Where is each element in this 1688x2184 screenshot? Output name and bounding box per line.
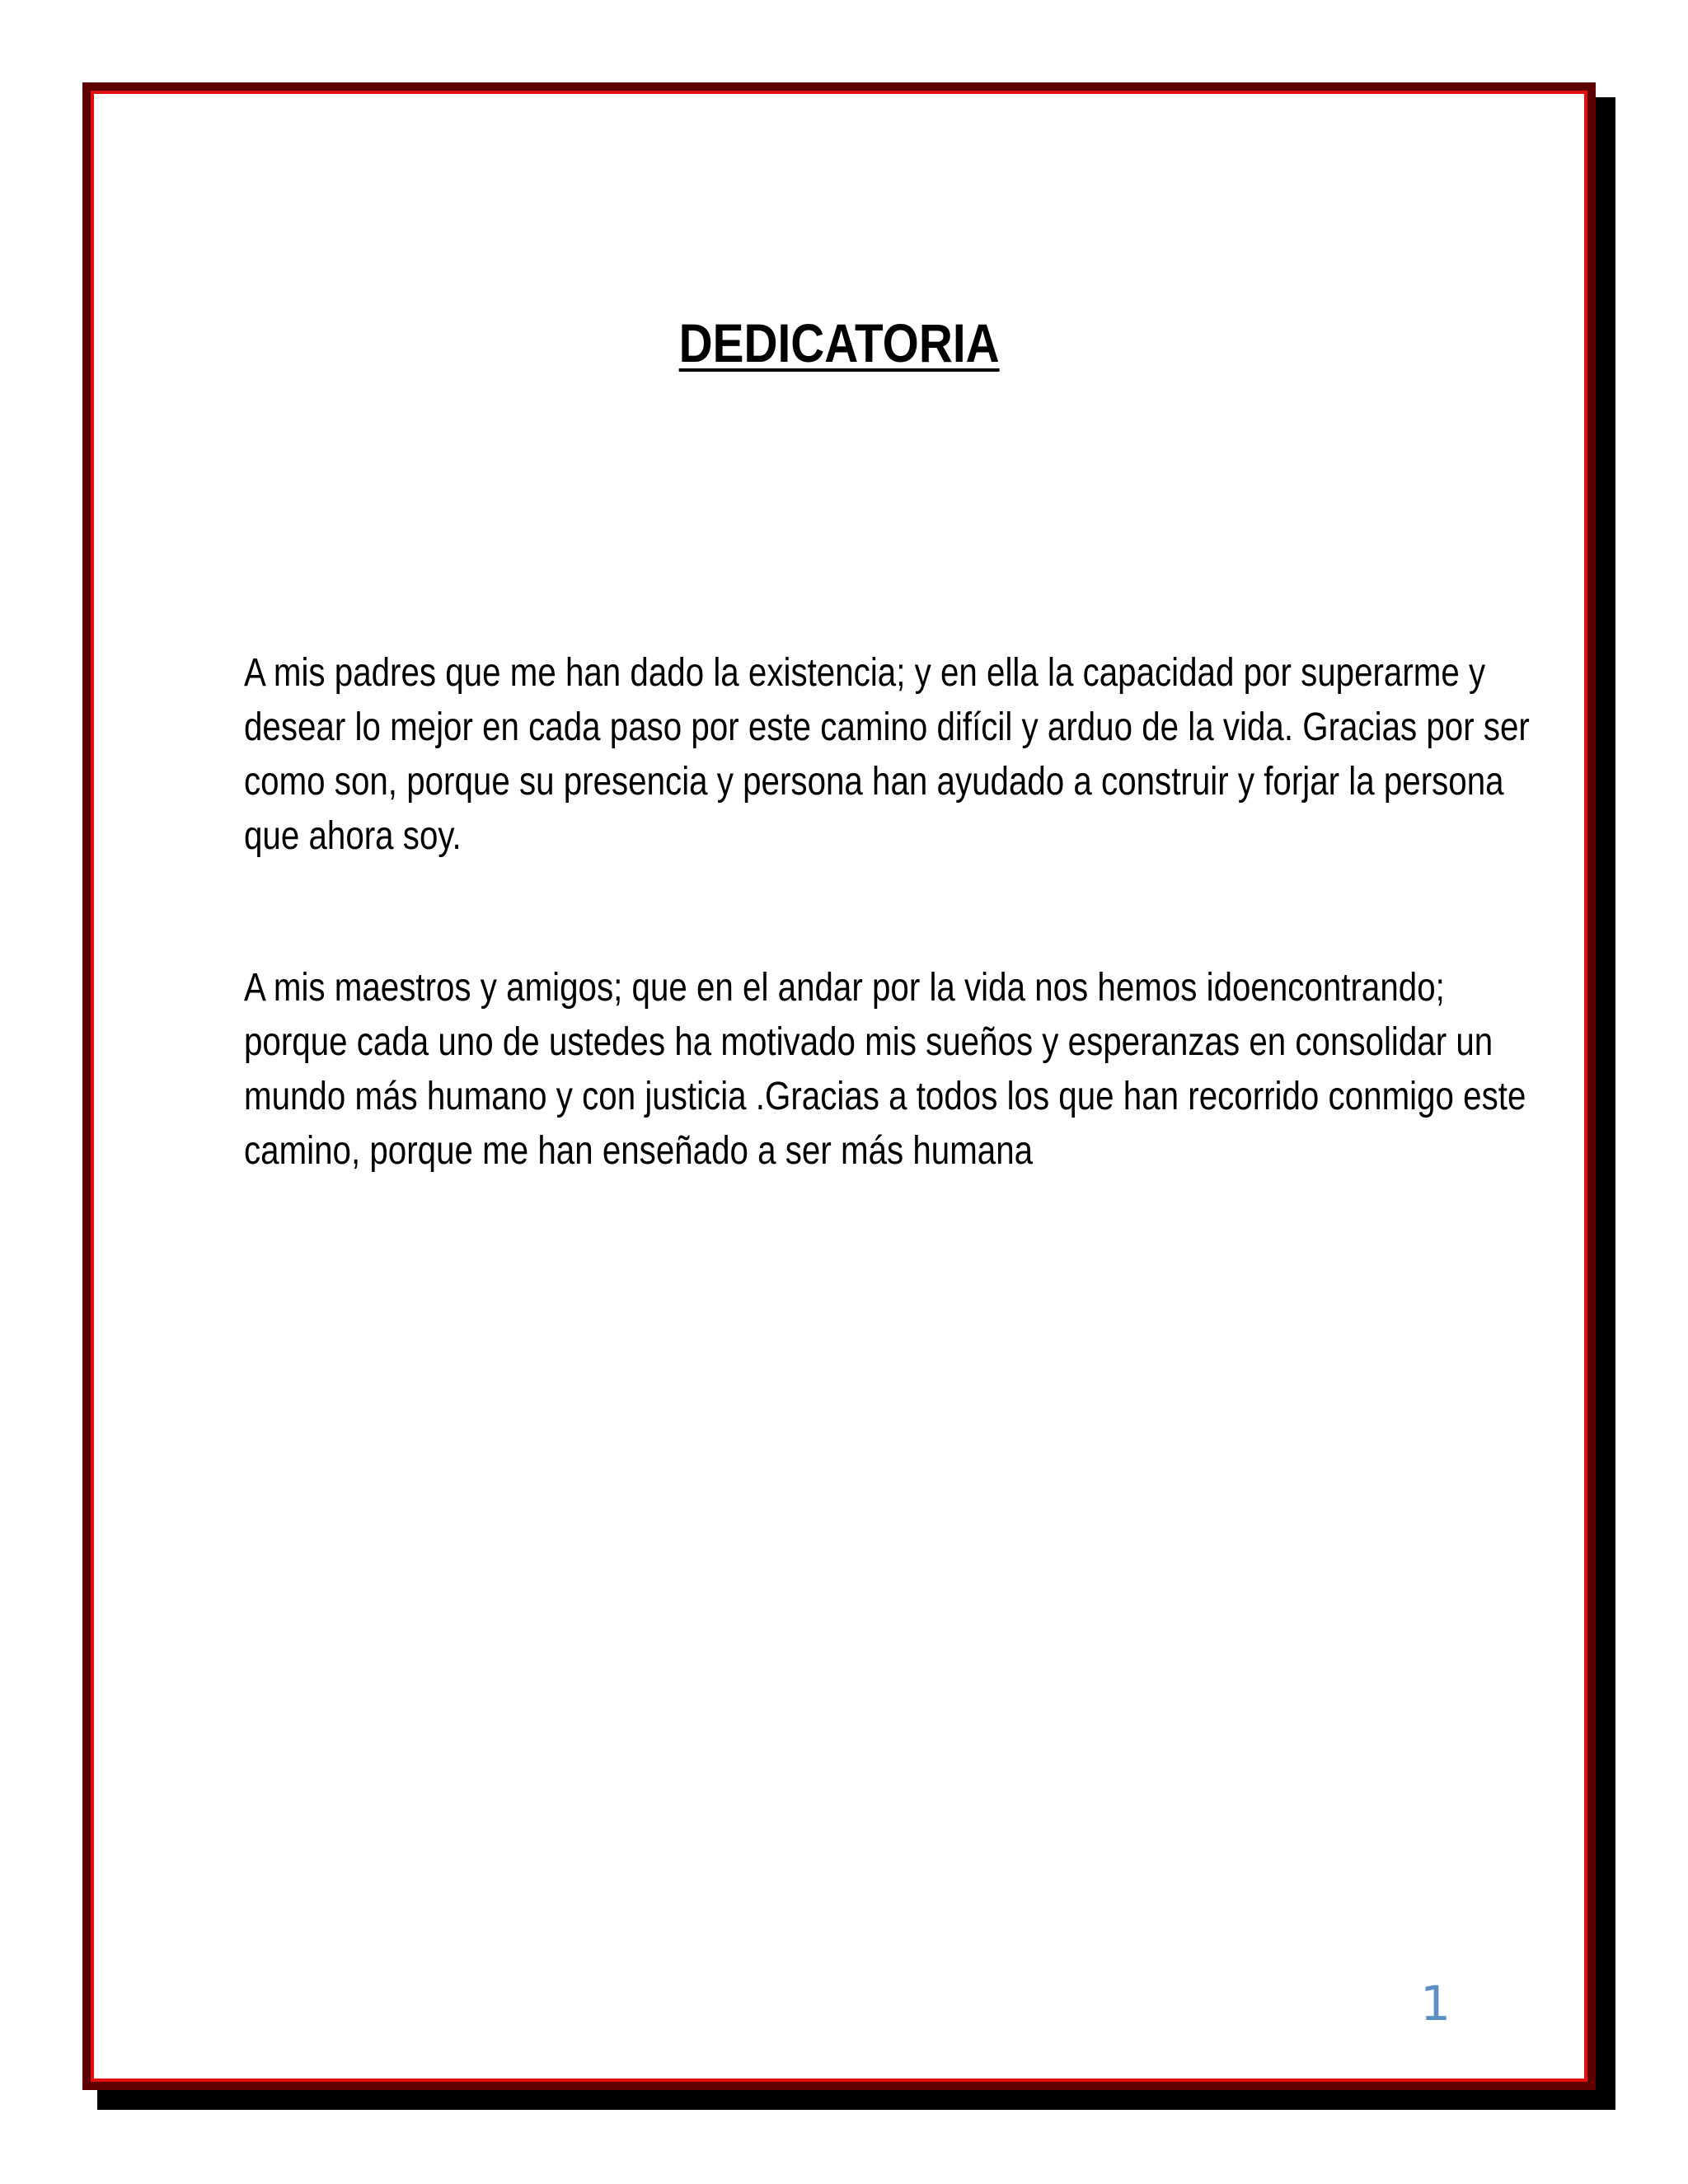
page-number: 1 [1420, 1975, 1451, 2032]
page-title [94, 310, 1584, 376]
dedication-paragraph-teachers: A mis maestros y amigos; que en el andar por la vida nos hemos idoencontrando; porque cada uno de ustedes ha motivado mis sueños y esperanzas en consolidar un mundo más humano y con justicia .Gracias a todos los que han recorrido conmigo este camino, porque me han enseñado a ser más humana [244, 966, 1526, 1173]
page-border [82, 82, 1596, 2090]
page-border-inner [91, 91, 1587, 2082]
dedication-paragraph-parents: A mis padres que me han dado la existencia; y en ella la capacidad por superarme y desear lo mejor en cada paso por este camino difícil y arduo de la vida. Gracias por ser como son, porque su presencia y persona han ayudado a construir y forjar la persona que ahora soy. [244, 651, 1530, 858]
page-title-text: DEDICATORIA [678, 312, 1000, 373]
